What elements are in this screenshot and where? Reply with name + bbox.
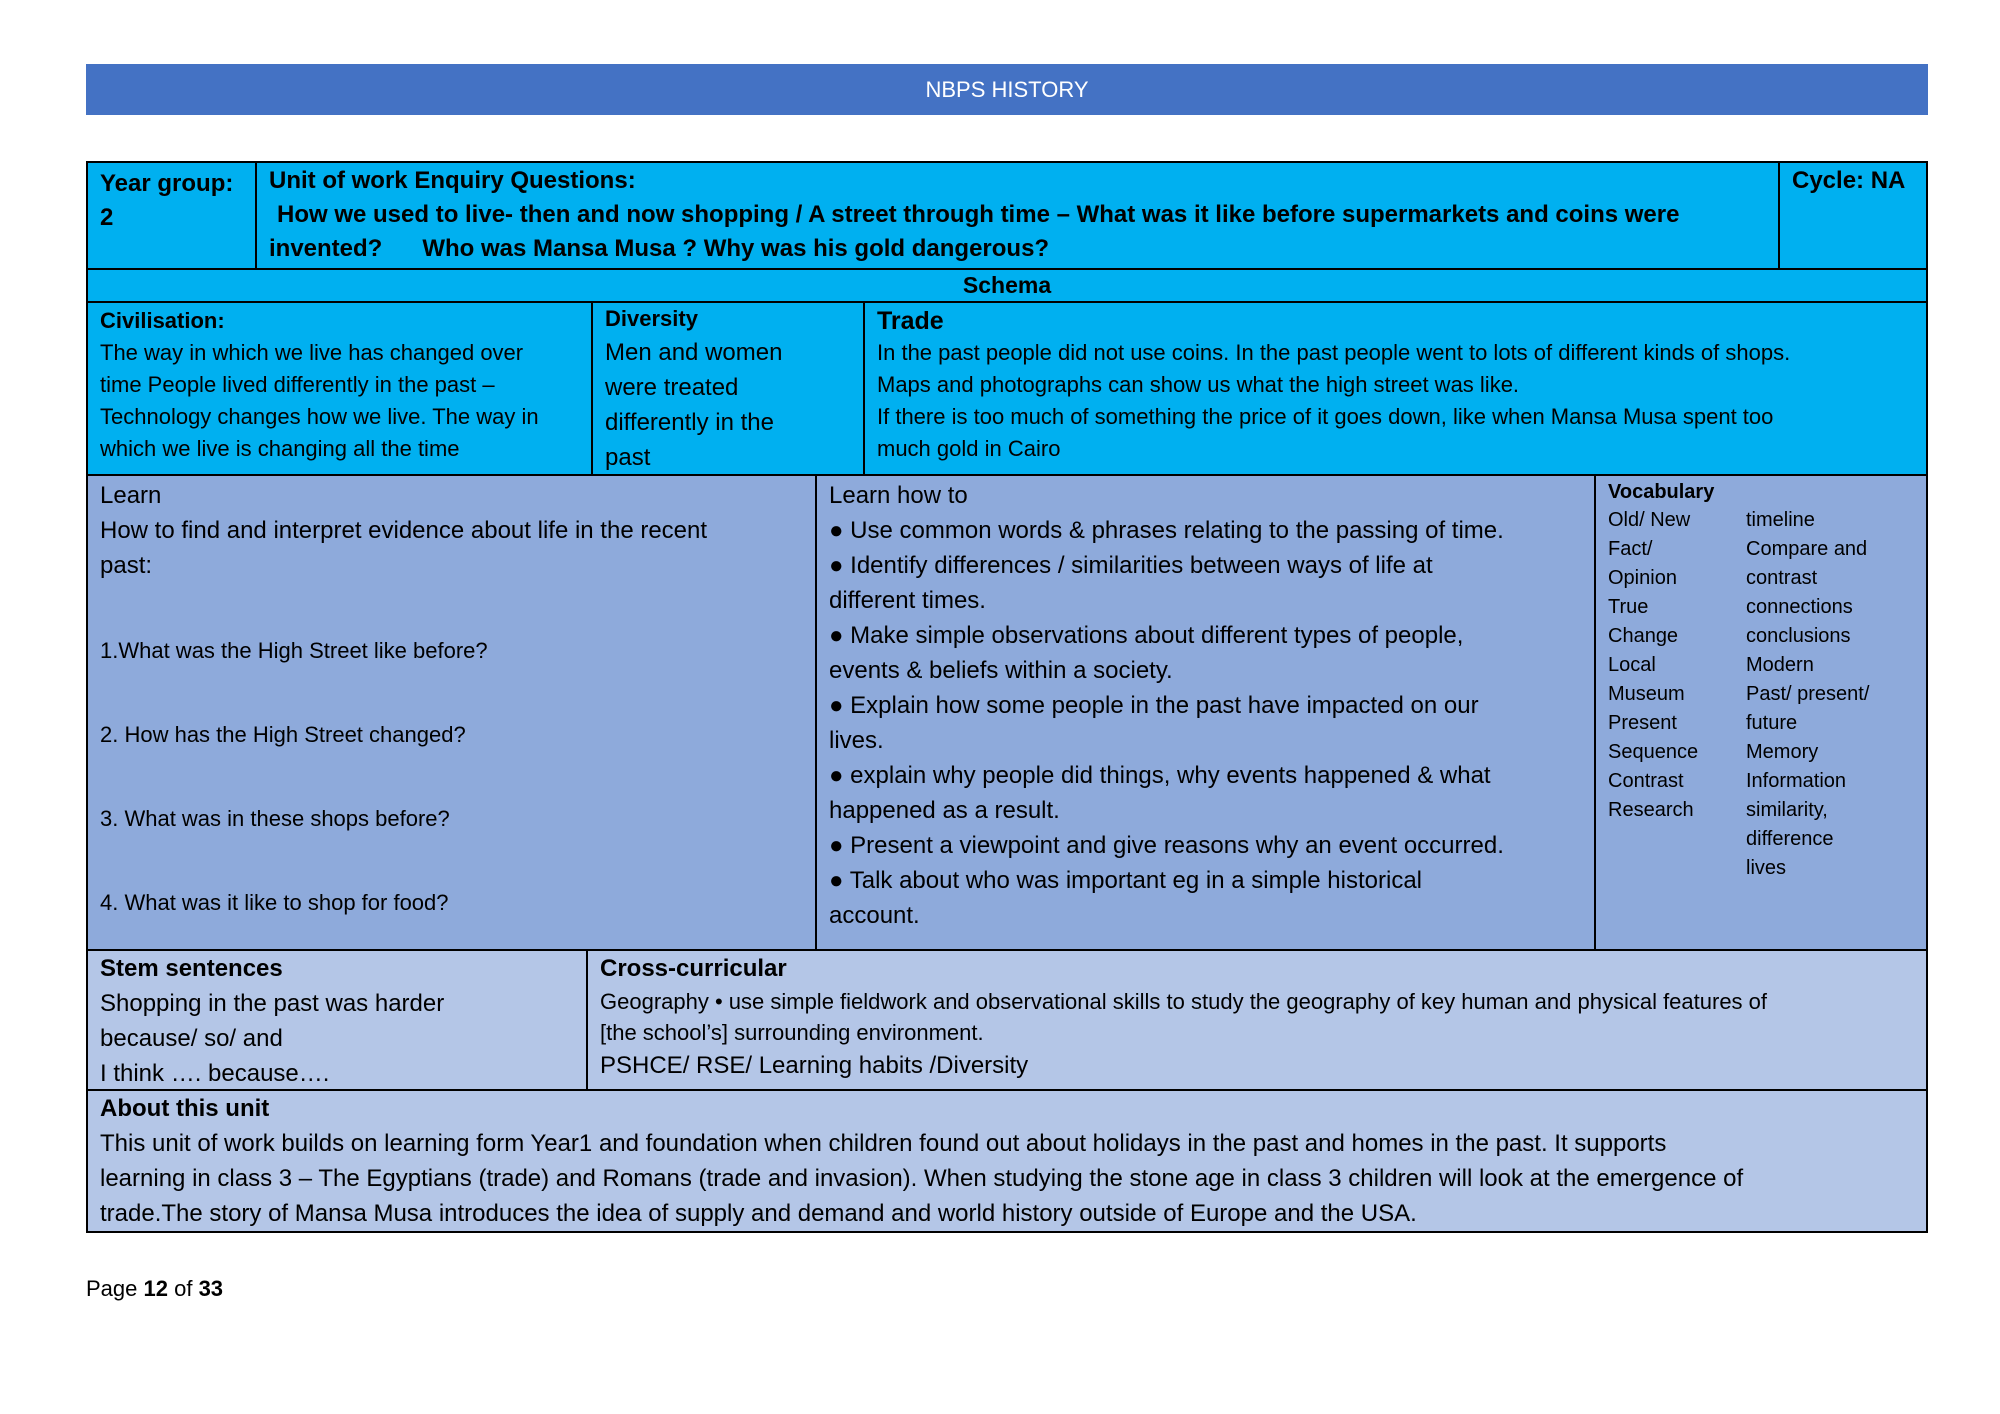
vocab-word: difference bbox=[1746, 828, 1834, 850]
header-title: NBPS HISTORY bbox=[925, 76, 1089, 102]
page-prefix: Page bbox=[86, 1276, 144, 1301]
cycle-cell bbox=[1780, 163, 1928, 270]
civilisation-line: which we live is changing all the time bbox=[100, 436, 460, 461]
vocab-word: Local bbox=[1608, 654, 1656, 676]
learn-question: 3. What was in these shops before? bbox=[100, 806, 450, 831]
about-unit-cell bbox=[88, 1091, 1928, 1233]
diversity-title: Diversity bbox=[605, 306, 698, 331]
civilisation-line: The way in which we live has changed over bbox=[100, 340, 524, 365]
cross-line: Geography • use simple fieldwork and observational skills to study the geography of key human and physical features of bbox=[600, 989, 1768, 1014]
vocab-word: Past/ present/ bbox=[1746, 683, 1870, 705]
vocab-word: Museum bbox=[1608, 683, 1685, 705]
learn-how-line: happened as a result. bbox=[829, 797, 1060, 824]
enquiry-cell bbox=[257, 163, 1780, 270]
vocab-word: connections bbox=[1746, 596, 1853, 618]
vocab-word: Research bbox=[1608, 799, 1694, 821]
learn-how-line: ● Talk about who was important eg in a simple historical bbox=[829, 867, 1423, 894]
schema-title: Schema bbox=[962, 272, 1052, 298]
about-title: About this unit bbox=[100, 1095, 270, 1122]
civilisation-line: time People lived differently in the past – bbox=[100, 372, 495, 397]
learn-how-line: account. bbox=[829, 902, 920, 929]
vocab-word: Information bbox=[1746, 770, 1847, 792]
learn-title: Learn bbox=[100, 482, 162, 509]
schema-title-cell bbox=[88, 270, 1928, 303]
cross-line: [the school’s] surrounding environment. bbox=[600, 1020, 984, 1045]
enquiry-label: Unit of work Enquiry Questions: bbox=[269, 167, 636, 194]
stem-title: Stem sentences bbox=[100, 955, 283, 982]
learn-how-cell bbox=[817, 476, 1596, 951]
unit-table bbox=[86, 161, 1928, 1233]
diversity-cell bbox=[593, 303, 865, 476]
diversity-line: were treated bbox=[605, 374, 739, 401]
learn-how-line: lives. bbox=[829, 727, 884, 754]
learn-cell bbox=[88, 476, 817, 951]
trade-title: Trade bbox=[877, 307, 944, 335]
page-total: 33 bbox=[198, 1276, 224, 1301]
learn-question: 4. What was it like to shop for food? bbox=[100, 890, 449, 915]
learn-how-line: ● Make simple observations about different types of people, bbox=[829, 622, 1464, 649]
trade-line: If there is too much of something the price of it goes down, like when Mansa Musa spent too bbox=[877, 404, 1774, 429]
enquiry-line-1: How we used to live- then and now shopping / A street through time – What was it like before supermarkets and coins were bbox=[277, 201, 1680, 228]
trade-cell bbox=[865, 303, 1928, 476]
vocab-word: lives bbox=[1746, 857, 1787, 879]
vocabulary-column bbox=[1608, 506, 1746, 883]
stem-line: I think …. because…. bbox=[100, 1060, 330, 1087]
trade-line: Maps and photographs can show us what the high street was like. bbox=[877, 372, 1520, 397]
vocabulary-columns bbox=[1608, 506, 1914, 883]
vocab-word: timeline bbox=[1746, 509, 1815, 531]
year-group-label: Year group: bbox=[100, 170, 234, 197]
vocab-word: Old/ New bbox=[1608, 509, 1691, 531]
year-group-cell bbox=[88, 163, 257, 270]
learn-how-line: ● Identify differences / similarities between ways of life at bbox=[829, 552, 1433, 579]
vocab-word: future bbox=[1746, 712, 1798, 734]
learn-how-line: events & beliefs within a society. bbox=[829, 657, 1173, 684]
learn-question: 1.What was the High Street like before? bbox=[100, 638, 488, 663]
page-mid: of bbox=[167, 1276, 199, 1301]
vocab-word: Modern bbox=[1746, 654, 1814, 676]
trade-line: much gold in Cairo bbox=[877, 436, 1061, 461]
civilisation-title: Civilisation: bbox=[100, 308, 225, 333]
cross-curricular-cell bbox=[588, 951, 1928, 1091]
learn-intro-line: How to find and interpret evidence about life in the recent bbox=[100, 517, 708, 544]
cross-title: Cross-curricular bbox=[600, 955, 787, 982]
vocab-word: Opinion bbox=[1608, 567, 1677, 589]
year-group-value: 2 bbox=[100, 204, 114, 231]
vocab-word: conclusions bbox=[1746, 625, 1851, 647]
vocab-word: Memory bbox=[1746, 741, 1819, 763]
learn-how-line: ● Present a viewpoint and give reasons why an event occurred. bbox=[829, 832, 1504, 859]
page-current: 12 bbox=[143, 1276, 168, 1301]
vocab-word: contrast bbox=[1746, 567, 1818, 589]
learn-how-line: ● explain why people did things, why events happened & what bbox=[829, 762, 1491, 789]
vocabulary-title: Vocabulary bbox=[1608, 481, 1715, 503]
vocab-word: similarity, bbox=[1746, 799, 1828, 821]
about-line: trade.The story of Mansa Musa introduces the idea of supply and demand and world history outside of Europe and the USA. bbox=[100, 1200, 1417, 1227]
enquiry-line-2: invented? Who was Mansa Musa ? Why was his gold dangerous? bbox=[269, 235, 1050, 262]
vocab-word: True bbox=[1608, 596, 1649, 618]
vocabulary-cell bbox=[1596, 476, 1928, 951]
vocab-word: Contrast bbox=[1608, 770, 1684, 792]
stem-sentences-cell bbox=[88, 951, 588, 1091]
header-banner bbox=[86, 64, 1928, 115]
learn-how-title: Learn how to bbox=[829, 482, 968, 509]
vocabulary-column bbox=[1746, 506, 1869, 883]
cycle-label: Cycle: NA bbox=[1792, 167, 1906, 194]
learn-question: 2. How has the High Street changed? bbox=[100, 722, 466, 747]
diversity-line: past bbox=[605, 444, 651, 471]
learn-how-line: different times. bbox=[829, 587, 986, 614]
about-line: learning in class 3 – The Egyptians (trade) and Romans (trade and invasion). When studying the stone age in class 3 children will look at the emergence of bbox=[100, 1165, 1744, 1192]
vocab-word: Fact/ bbox=[1608, 538, 1653, 560]
vocab-word: Sequence bbox=[1608, 741, 1699, 763]
diversity-line: Men and women bbox=[605, 339, 783, 366]
trade-line: In the past people did not use coins. In the past people went to lots of different kinds of shops. bbox=[877, 340, 1791, 365]
civilisation-cell bbox=[88, 303, 593, 476]
stem-line: Shopping in the past was harder bbox=[100, 990, 445, 1017]
stem-line: because/ so/ and bbox=[100, 1025, 283, 1052]
vocab-word: Change bbox=[1608, 625, 1679, 647]
learn-how-line: ● Use common words & phrases relating to the passing of time. bbox=[829, 517, 1504, 544]
learn-how-line: ● Explain how some people in the past have impacted on our bbox=[829, 692, 1479, 719]
civilisation-line: Technology changes how we live. The way in bbox=[100, 404, 539, 429]
vocab-word: Present bbox=[1608, 712, 1677, 734]
learn-intro-line: past: bbox=[100, 552, 153, 579]
about-line: This unit of work builds on learning form Year1 and foundation when children found out about holidays in the past and homes in the past. It supports bbox=[100, 1130, 1667, 1157]
diversity-line: differently in the bbox=[605, 409, 774, 436]
vocab-word: Compare and bbox=[1746, 538, 1868, 560]
page-footer bbox=[86, 1276, 223, 1302]
cross-pshce: PSHCE/ RSE/ Learning habits /Diversity bbox=[600, 1052, 1029, 1079]
